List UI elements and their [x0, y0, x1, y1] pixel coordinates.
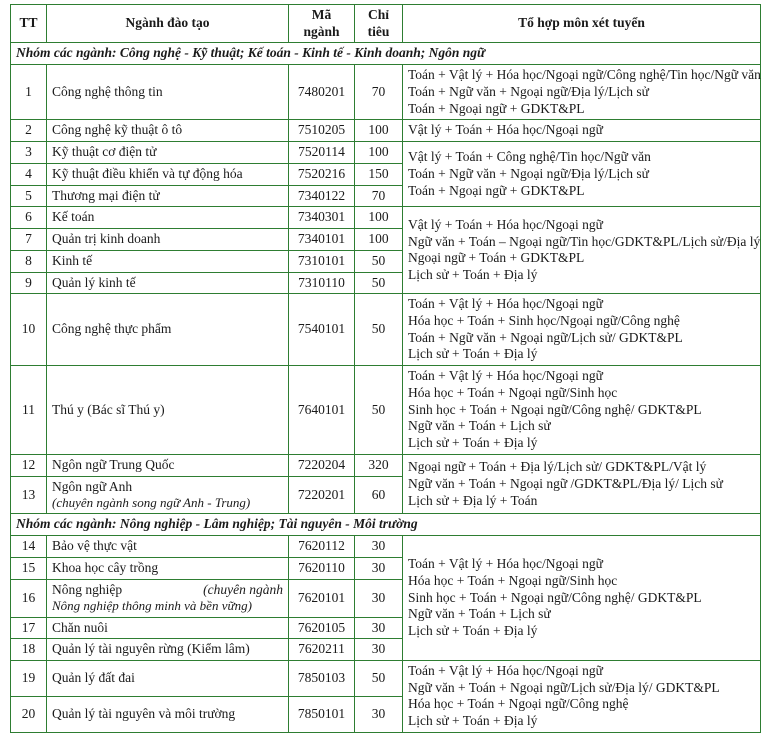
combination-line: Sinh học + Toán + Ngoại ngữ/Công nghệ/ GDKT&PL	[408, 401, 702, 417]
group-header-row	[11, 43, 761, 65]
column-header-combination: Tổ hợp môn xét tuyển	[403, 5, 761, 43]
combination-line: Ngữ văn + Toán + Lịch sử	[408, 418, 551, 434]
combination-line: Toán + Ngữ văn + Ngoại ngữ/Địa lý/Lịch sử	[408, 83, 649, 99]
column-header-name: Ngành đào tạo	[47, 5, 289, 43]
combination-line: Lịch sử + Toán + Địa lý	[408, 267, 538, 283]
group-header-row	[11, 514, 761, 536]
cell-program-name: Ngôn ngữ Trung Quốc	[47, 454, 289, 476]
combination-line: Toán + Ngoại ngữ + GDKT&PL	[408, 100, 585, 116]
cell-program-name: Ngôn ngữ Anh (chuyên ngành song ngữ Anh - Trung)	[47, 476, 289, 514]
cell-quota: 30	[355, 617, 403, 639]
table-row	[11, 294, 761, 366]
combination-line: Lịch sử + Toán + Địa lý	[408, 435, 538, 451]
table-row	[11, 454, 761, 476]
cell-program-code: 7620101	[289, 579, 355, 617]
cell-program-name: Công nghệ kỹ thuật ô tô	[47, 120, 289, 142]
cell-program-name: Kỹ thuật cơ điện tử	[47, 142, 289, 164]
cell-program-name: Thương mại điện tử	[47, 185, 289, 207]
table-row	[11, 65, 761, 120]
cell-program-code: 7620211	[289, 639, 355, 661]
combination-line: Ngoại ngữ + Toán + GDKT&PL	[408, 250, 585, 266]
cell-index: 12	[11, 454, 47, 476]
combination-line: Toán + Ngoại ngữ + GDKT&PL	[408, 182, 585, 198]
cell-quota: 50	[355, 366, 403, 455]
cell-subject-combinations	[403, 207, 761, 294]
cell-program-name: Quản trị kinh doanh	[47, 229, 289, 251]
combination-line: Vật lý + Toán + Hóa học/Ngoại ngữ	[408, 122, 603, 138]
combination-line: Lịch sử + Toán + Địa lý	[408, 713, 538, 729]
cell-index: 6	[11, 207, 47, 229]
cell-index: 5	[11, 185, 47, 207]
cell-program-code: 7540101	[289, 294, 355, 366]
combination-line: Toán + Vật lý + Hóa học/Ngoại ngữ	[408, 296, 603, 312]
cell-program-name: Bảo vệ thực vật	[47, 536, 289, 558]
table-header	[11, 5, 761, 43]
cell-program-code: 7220204	[289, 454, 355, 476]
combination-line: Lịch sử + Toán + Địa lý	[408, 346, 538, 362]
cell-program-name: Nông nghiệp (chuyên ngành Nông nghiệp thông minh và bền vững)	[47, 579, 289, 617]
cell-index: 10	[11, 294, 47, 366]
cell-quota: 320	[355, 454, 403, 476]
cell-index: 9	[11, 272, 47, 294]
group-title: Nhóm các ngành: Công nghệ - Kỹ thuật; Kế toán - Kinh tế - Kinh doanh; Ngôn ngữ	[11, 43, 761, 65]
cell-program-code: 7520114	[289, 142, 355, 164]
column-header-quota: Chỉ tiêu	[355, 5, 403, 43]
combination-line: Lịch sử + Địa lý + Toán	[408, 492, 538, 508]
cell-program-code: 7510205	[289, 120, 355, 142]
table-row	[11, 660, 761, 696]
cell-quota: 70	[355, 65, 403, 120]
cell-program-name: Kinh tế	[47, 250, 289, 272]
cell-index: 18	[11, 639, 47, 661]
cell-subject-combinations	[403, 65, 761, 120]
cell-subject-combinations	[403, 294, 761, 366]
cell-program-code: 7620112	[289, 536, 355, 558]
combination-line: Toán + Ngữ văn + Ngoại ngữ/Địa lý/Lịch sử	[408, 165, 649, 181]
cell-quota: 100	[355, 142, 403, 164]
table-row	[11, 366, 761, 455]
cell-program-name: Chăn nuôi	[47, 617, 289, 639]
cell-quota: 30	[355, 579, 403, 617]
combination-line: Toán + Vật lý + Hóa học/Ngoại ngữ/Công nghệ/Tin học/Ngữ văn	[408, 67, 761, 83]
cell-index: 16	[11, 579, 47, 617]
cell-quota: 70	[355, 185, 403, 207]
admissions-table	[10, 4, 761, 733]
cell-program-code: 7480201	[289, 65, 355, 120]
cell-program-code: 7640101	[289, 366, 355, 455]
cell-index: 20	[11, 696, 47, 732]
table-row	[11, 207, 761, 229]
cell-program-name: Quản lý đất đai	[47, 660, 289, 696]
combination-line: Toán + Vật lý + Hóa học/Ngoại ngữ	[408, 662, 603, 678]
cell-program-name: Công nghệ thực phẩm	[47, 294, 289, 366]
cell-quota: 50	[355, 294, 403, 366]
cell-quota: 30	[355, 557, 403, 579]
cell-quota: 50	[355, 250, 403, 272]
combination-line: Hóa học + Toán + Sinh học/Ngoại ngữ/Công nghệ	[408, 313, 680, 329]
cell-index: 13	[11, 476, 47, 514]
cell-program-name: Khoa học cây trồng	[47, 557, 289, 579]
cell-index: 19	[11, 660, 47, 696]
cell-program-code: 7220201	[289, 476, 355, 514]
cell-quota: 30	[355, 696, 403, 732]
cell-program-code: 7310110	[289, 272, 355, 294]
cell-index: 1	[11, 65, 47, 120]
cell-subject-combinations	[403, 536, 761, 661]
column-header-code: Mã ngành	[289, 5, 355, 43]
table-row	[11, 142, 761, 164]
cell-index: 4	[11, 163, 47, 185]
cell-program-code: 7620110	[289, 557, 355, 579]
cell-index: 3	[11, 142, 47, 164]
cell-quota: 30	[355, 639, 403, 661]
cell-program-code: 7340122	[289, 185, 355, 207]
table-row	[11, 536, 761, 558]
cell-program-name: Quản lý tài nguyên rừng (Kiểm lâm)	[47, 639, 289, 661]
cell-program-code: 7340301	[289, 207, 355, 229]
combination-line: Vật lý + Toán + Công nghệ/Tin học/Ngữ văn	[408, 149, 651, 165]
combination-line: Ngữ văn + Toán + Ngoại ngữ /GDKT&PL/Địa lý/ Lịch sử	[408, 475, 723, 491]
group-title: Nhóm các ngành: Nông nghiệp - Lâm nghiệp; Tài nguyên - Môi trường	[11, 514, 761, 536]
combination-line: Toán + Vật lý + Hóa học/Ngoại ngữ	[408, 368, 603, 384]
combination-line: Toán + Ngữ văn + Ngoại ngữ/Lịch sử/ GDKT&PL	[408, 329, 683, 345]
cell-program-code: 7850103	[289, 660, 355, 696]
cell-quota: 50	[355, 272, 403, 294]
cell-quota: 150	[355, 163, 403, 185]
cell-program-name: Công nghệ thông tin	[47, 65, 289, 120]
table-body	[11, 43, 761, 732]
table-header-row	[11, 5, 761, 43]
cell-program-name: Quản lý tài nguyên và môi trường	[47, 696, 289, 732]
cell-subject-combinations	[403, 142, 761, 207]
cell-quota: 100	[355, 229, 403, 251]
combination-line: Hóa học + Toán + Ngoại ngữ/Sinh học	[408, 384, 618, 400]
cell-subject-combinations	[403, 120, 761, 142]
cell-index: 14	[11, 536, 47, 558]
cell-index: 7	[11, 229, 47, 251]
combination-line: Vật lý + Toán + Hóa học/Ngoại ngữ	[408, 216, 603, 232]
cell-quota: 100	[355, 207, 403, 229]
table-row	[11, 120, 761, 142]
combination-line: Hóa học + Toán + Ngoại ngữ/Sinh học	[408, 572, 618, 588]
cell-subject-combinations	[403, 454, 761, 514]
cell-subject-combinations	[403, 366, 761, 455]
cell-quota: 60	[355, 476, 403, 514]
combination-line: Lịch sử + Toán + Địa lý	[408, 623, 538, 639]
cell-program-name: Kế toán	[47, 207, 289, 229]
combination-line: Ngữ văn + Toán + Ngoại ngữ/Lịch sử/Địa lý/ GDKT&PL	[408, 679, 720, 695]
cell-index: 2	[11, 120, 47, 142]
cell-index: 11	[11, 366, 47, 455]
cell-quota: 100	[355, 120, 403, 142]
column-header-tt: TT	[11, 5, 47, 43]
cell-index: 17	[11, 617, 47, 639]
cell-quota: 50	[355, 660, 403, 696]
cell-program-code: 7620105	[289, 617, 355, 639]
cell-program-code: 7850101	[289, 696, 355, 732]
cell-index: 8	[11, 250, 47, 272]
cell-subject-combinations	[403, 660, 761, 732]
cell-program-name: Kỹ thuật điều khiển và tự động hóa	[47, 163, 289, 185]
combination-line: Hóa học + Toán + Ngoại ngữ/Công nghệ	[408, 696, 629, 712]
cell-quota: 30	[355, 536, 403, 558]
cell-program-code: 7520216	[289, 163, 355, 185]
combination-line: Ngoại ngữ + Toán + Địa lý/Lịch sử/ GDKT&PL/Vật lý	[408, 459, 707, 475]
cell-index: 15	[11, 557, 47, 579]
combination-line: Toán + Vật lý + Hóa học/Ngoại ngữ	[408, 556, 603, 572]
combination-line: Sinh học + Toán + Ngoại ngữ/Công nghệ/ GDKT&PL	[408, 589, 702, 605]
cell-program-code: 7310101	[289, 250, 355, 272]
combination-line: Ngữ văn + Toán – Ngoại ngữ/Tin học/GDKT&PL/Lịch sử/Địa lý	[408, 233, 761, 249]
combination-line: Ngữ văn + Toán + Lịch sử	[408, 606, 551, 622]
cell-program-code: 7340101	[289, 229, 355, 251]
cell-program-name: Quản lý kinh tế	[47, 272, 289, 294]
cell-program-name: Thú y (Bác sĩ Thú y)	[47, 366, 289, 455]
